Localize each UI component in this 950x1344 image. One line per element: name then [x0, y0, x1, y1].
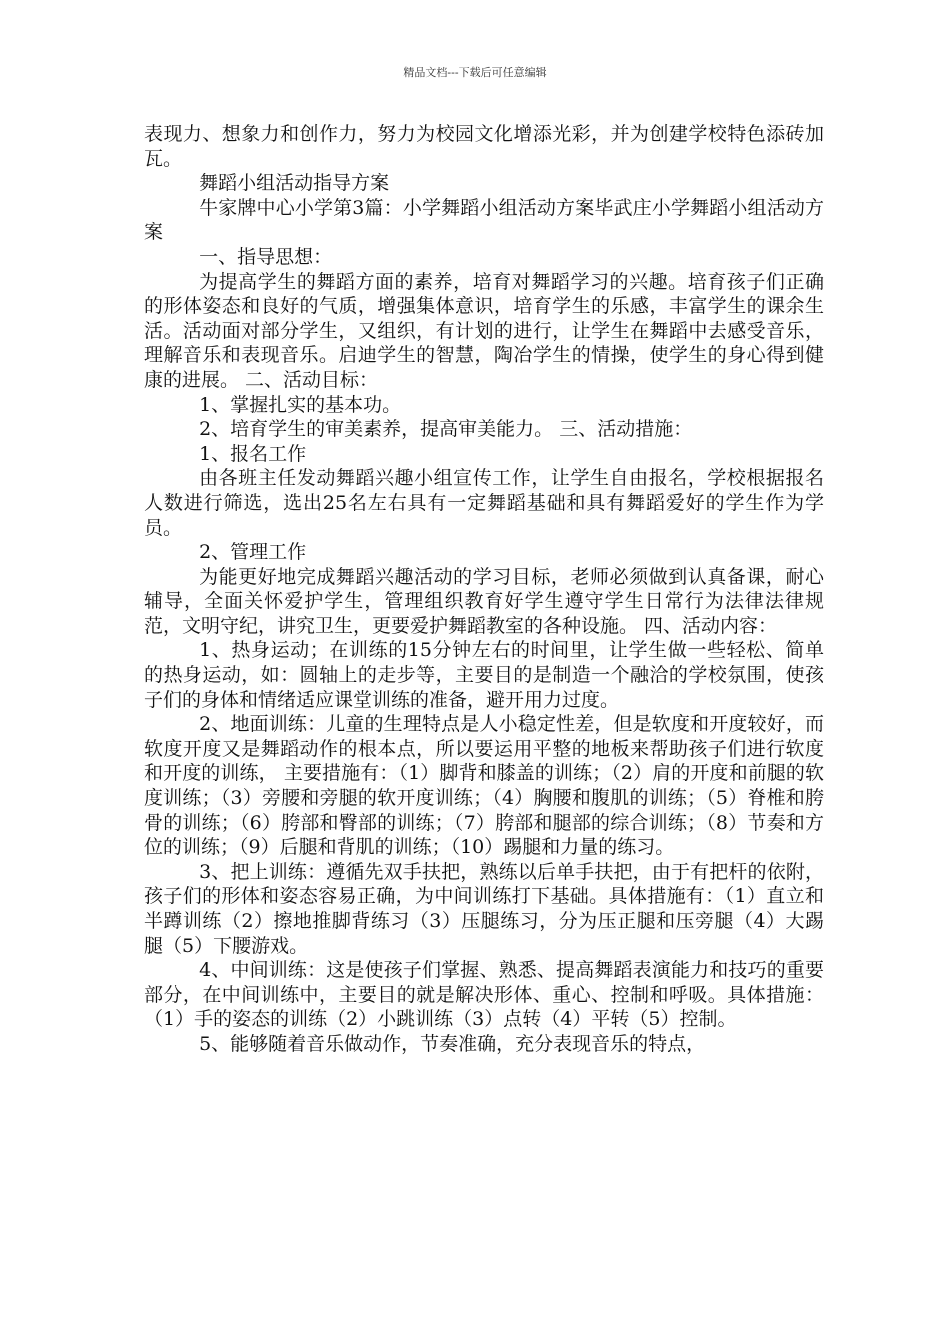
paragraph: 由各班主任发动舞蹈兴趣小组宣传工作，让学生自由报名，学校根据报名人数进行筛选，选出25名左右具有一定舞蹈基础和具有舞蹈爱好的学生作为学员。: [144, 467, 824, 539]
paragraph: 为能更好地完成舞蹈兴趣活动的学习目标，老师必须做到认真备课，耐心辅导，全面关怀爱护学生，管理组织教育好学生遵守学生日常行为法律法律规范，文明守纪，讲究卫生，更要爱护舞蹈教室的各种设施。 四、活动内容：: [144, 565, 824, 637]
list-item: 3、把上训练：遵循先双手扶把，熟练以后单手扶把，由于有把杆的依附，孩子们的形体和姿态容易正确，为中间训练打下基础。具体措施有：（1）直立和半蹲训练（2）擦地推脚背练习（3）压腿练习，分为压正腿和压旁腿（4）大踢腿（5）下腰游戏。: [144, 860, 824, 957]
list-item: 4、中间训练：这是使孩子们掌握、熟悉、提高舞蹈表演能力和技巧的重要部分，在中间训练中，主要目的就是解决形体、重心、控制和呼吸。具体措施：（1）手的姿态的训练（2）小跳训练（3）点转（4）平转（5）控制。: [144, 959, 824, 1031]
list-item: 2、地面训练：儿童的生理特点是人小稳定性差，但是软度和开度较好，而软度开度又是舞蹈动作的根本点，所以要运用平整的地板来帮助孩子们进行软度和开度的训练， 主要措施有：（1）脚背和膝盖的训练；（2）肩的开度和前腿的软度训练；（3）旁腰和旁腿的软开度训练；（4）胸腰和腹肌的训练；（5）脊椎和胯骨的训练；（6）胯部和臀部的训练；（7）胯部和腿部的综合训练；（8）节奏和方位的训练；（9）后腿和背肌的训练；（10）踢腿和力量的练习。: [144, 713, 824, 859]
list-item: 2、培育学生的审美素养，提高审美能力。 三、活动措施：: [199, 418, 693, 441]
list-item: 1、掌握扎实的基本功。: [199, 393, 402, 416]
page-header: 精品文档---下载后可任意编辑: [403, 66, 547, 79]
section-heading: 一、指导思想：: [199, 245, 333, 268]
list-item: 5、能够随着音乐做动作，节奏准确，充分表现音乐的特点，: [199, 1032, 706, 1055]
list-item: 1、热身运动；在训练的15分钟左右的时间里，让学生做一些轻松、简单的热身运动，如：圆轴上的走步等，主要目的是制造一个融洽的学校氛围，使孩子们的身体和情绪适应课堂训练的准备，避开用力过度。: [144, 639, 824, 711]
paragraph: 表现力、想象力和创作力，努力为校园文化增添光彩，并为创建学校特色添砖加瓦。: [144, 123, 824, 170]
section-heading: 1、报名工作: [199, 442, 307, 465]
document-body: [144, 122, 824, 1057]
paragraph: 为提高学生的舞蹈方面的素养，培育对舞蹈学习的兴趣。培育孩子们正确的形体姿态和良好的气质，增强集体意识，培育学生的乐感，丰富学生的课余生活。活动面对部分学生，又组织，有计划的进行，让学生在舞蹈中去感受音乐，理解音乐和表现音乐。启迪学生的智慧，陶冶学生的情操，使学生的身心得到健康的进展。 二、活动目标：: [144, 270, 824, 391]
section-title: 舞蹈小组活动指导方案: [199, 172, 390, 195]
paragraph: 牛家牌中心小学第3篇：小学舞蹈小组活动方案毕武庄小学舞蹈小组活动方案: [144, 196, 824, 244]
section-heading: 2、管理工作: [199, 541, 307, 564]
